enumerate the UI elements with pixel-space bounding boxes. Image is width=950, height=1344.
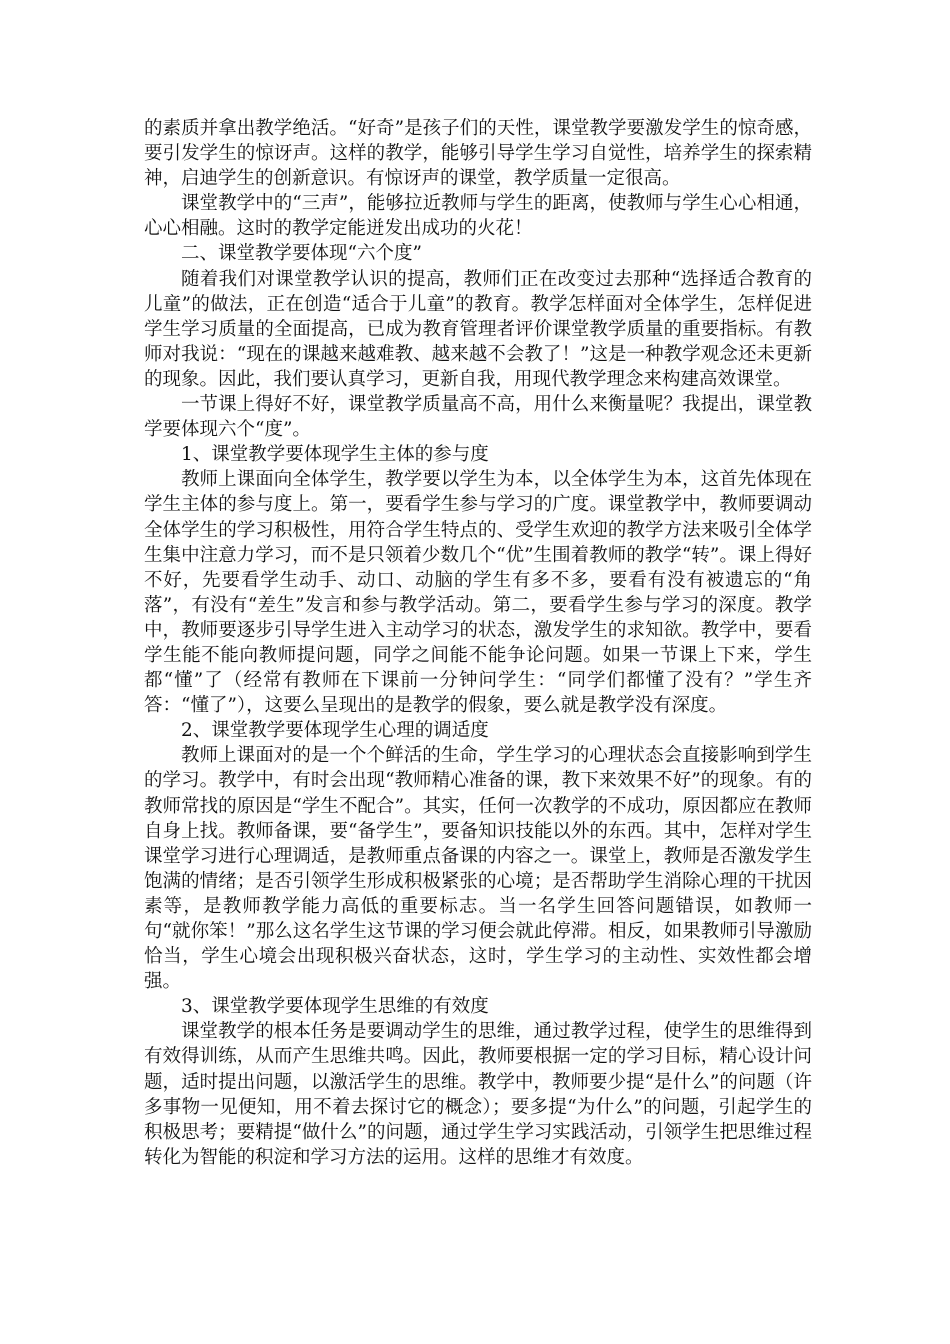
paragraph: 教师上课面向全体学生，教学要以学生为本，以全体学生为本，这首先体现在学生主体的参与度上。第一，要看学生参与学习的广度。课堂教学中，教师要调动全体学生的学习积极性，用符合学生特点的、受学生欢迎的教学方法来吸引全体学生集中注意力学习，而不是只领着少数几个“优”生围着教师的教学“转”。课上得好不好，先要看学生动手、动口、动脑的学生有多不多，要看有没有被遗忘的“角落”，有没有“差生”发言和参与教学活动。第二，要看学生参与学习的深度。教学中，教师要逐步引导学生进入主动学习的状态，激发学生的求知欲。教学中，要看学生能不能向教师提问题，同学之间能不能争论问题。如果一节课上下来，学生都“懂”了（经常有教师在下课前一分钟问学生：“同学们都懂了没有？”学生齐答：“懂了”），这要么呈现出的是教学的假象，要么就是教学没有深度。 [144,469,812,717]
paragraph: 一节课上得好不好，课堂教学质量高不高，用什么来衡量呢？我提出，课堂教学要体现六个“度”。 [144,394,812,441]
paragraph: 教师上课面对的是一个个鲜活的生命，学生学习的心理状态会直接影响到学生的学习。教学中，有时会出现“教师精心准备的课，教下来效果不好”的现象。有的教师常找的原因是“学生不配合”。其实，任何一次教学的不成功，原因都应在教师自身上找。教师备课，要“备学生”，要备知识技能以外的东西。其中，怎样对学生课堂学习进行心理调适，是教师重点备课的内容之一。课堂上，教师是否激发学生饱满的情绪；是否引领学生形成积极紧张的心境；是否帮助学生消除心理的干扰因素等，是教师教学能力高低的重要标志。当一名学生回答问题错误，如教师一句“就你笨！”那么这名学生这节课的学习便会就此停滞。相反，如果教师引导激励恰当，学生心境会出现积极兴奋状态，这时，学生学习的主动性、实效性都会增强。 [144,745,812,993]
paragraph: 随着我们对课堂教学认识的提高，教师们正在改变过去那种“选择适合教育的儿童”的做法，正在创造“适合于儿童”的教育。教学怎样面对全体学生，怎样促进学生学习质量的全面提高，已成为教育管理者评价课堂教学质量的重要指标。有教师对我说：“现在的课越来越难教、越来越不会教了！”这是一种教学观念还未更新的现象。因此，我们要认真学习，更新自我，用现代教学理念来构建高效课堂。 [144,268,812,390]
paragraph: 的素质并拿出教学绝活。“好奇”是孩子们的天性，课堂教学要激发学生的惊奇感，要引发学生的惊讶声。这样的教学，能够引导学生学习自觉性，培养学生的探索精神，启迪学生的创新意识。有惊讶声的课堂，教学质量一定很高。 [144,118,812,190]
paragraph: 课堂教学中的“三声”，能够拉近教师与学生的距离，使教师与学生心心相通，心心相融。这时的教学定能迸发出成功的火花！ [144,193,812,240]
section-heading: 二、课堂教学要体现“六个度” [181,243,422,265]
subsection-heading: 3、课堂教学要体现学生思维的有效度 [181,996,489,1018]
subsection-heading: 1、课堂教学要体现学生主体的参与度 [181,444,489,466]
subsection-heading: 2、课堂教学要体现学生心理的调适度 [181,720,489,742]
paragraph: 课堂教学的根本任务是要调动学生的思维，通过教学过程，使学生的思维得到有效得训练，从而产生思维共鸣。因此，教师要根据一定的学习目标，精心设计问题，适时提出问题，以激活学生的思维。教学中，教师要少提“是什么”的问题（许多事物一见便知，用不着去探讨它的概念）；要多提“为什么”的问题，引起学生的积极思考；要精提“做什么”的问题，通过学生学习实践活动，引领学生把思维过程转化为智能的积淀和学习方法的运用。这样的思维才有效度。 [144,1021,812,1168]
document-page [144,116,812,1170]
